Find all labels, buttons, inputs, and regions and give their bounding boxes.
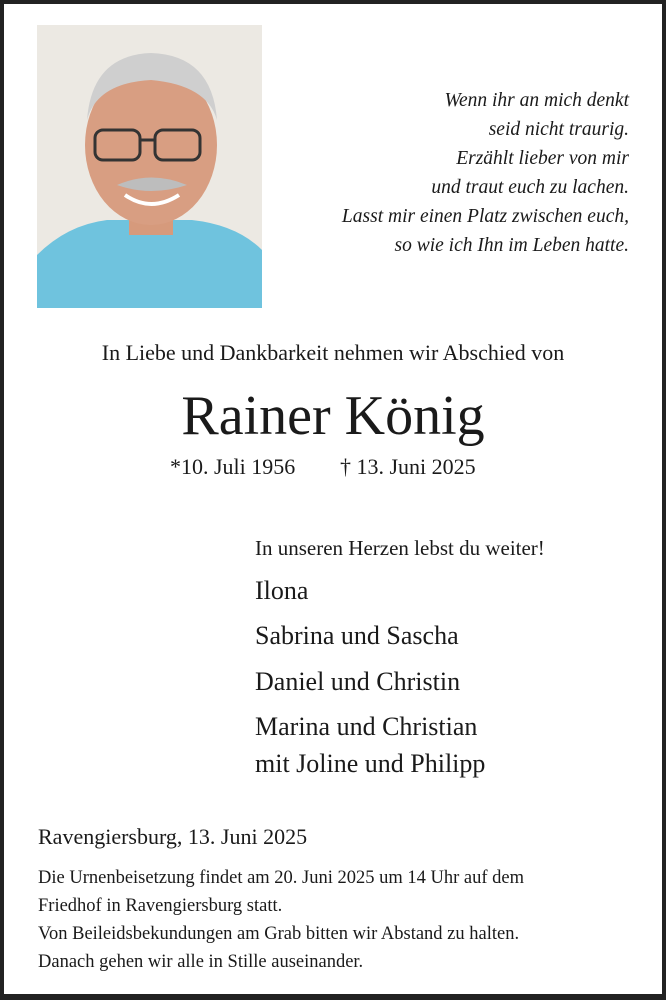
- poem-line: Lasst mir einen Platz zwischen euch,: [341, 206, 629, 227]
- death-date: † 13. Juni 2025: [340, 454, 476, 479]
- notice-line: Die Urnenbeisetzung findet am 20. Juni 2025 um 14 Uhr auf dem: [38, 868, 525, 888]
- place-date: Ravengiersburg, 13. Juni 2025: [38, 824, 308, 849]
- birth-date: *10. Juli 1956: [170, 454, 296, 479]
- poem-line: Wenn ihr an mich denkt: [444, 90, 629, 111]
- family-member: Ilona: [255, 576, 309, 605]
- family-member: Sabrina und Sascha: [255, 621, 459, 650]
- poem-line: seid nicht traurig.: [488, 119, 629, 140]
- family-member: Marina und Christian: [255, 712, 478, 741]
- notice-line: Von Beileidsbekundungen am Grab bitten wir Abstand zu halten.: [38, 924, 520, 944]
- poem-line: und traut euch zu lachen.: [431, 177, 629, 198]
- deceased-name: Rainer König: [181, 385, 485, 447]
- intro-text: In Liebe und Dankbarkeit nehmen wir Abschied von: [101, 340, 565, 365]
- notice-line: Danach gehen wir alle in Stille auseinander.: [38, 952, 364, 972]
- poem: [342, 86, 629, 260]
- poem-line: Erzählt lieber von mir: [456, 148, 629, 169]
- funeral-notice: [38, 864, 524, 976]
- family-member: mit Joline und Philipp: [255, 749, 486, 778]
- poem-line: so wie ich Ihn im Leben hatte.: [394, 235, 629, 256]
- portrait-photo: [37, 25, 262, 308]
- family-heading: In unseren Herzen lebst du weiter!: [255, 536, 545, 560]
- family-member: Daniel und Christin: [255, 667, 461, 696]
- notice-line: Friedhof in Ravengiersburg statt.: [38, 896, 283, 916]
